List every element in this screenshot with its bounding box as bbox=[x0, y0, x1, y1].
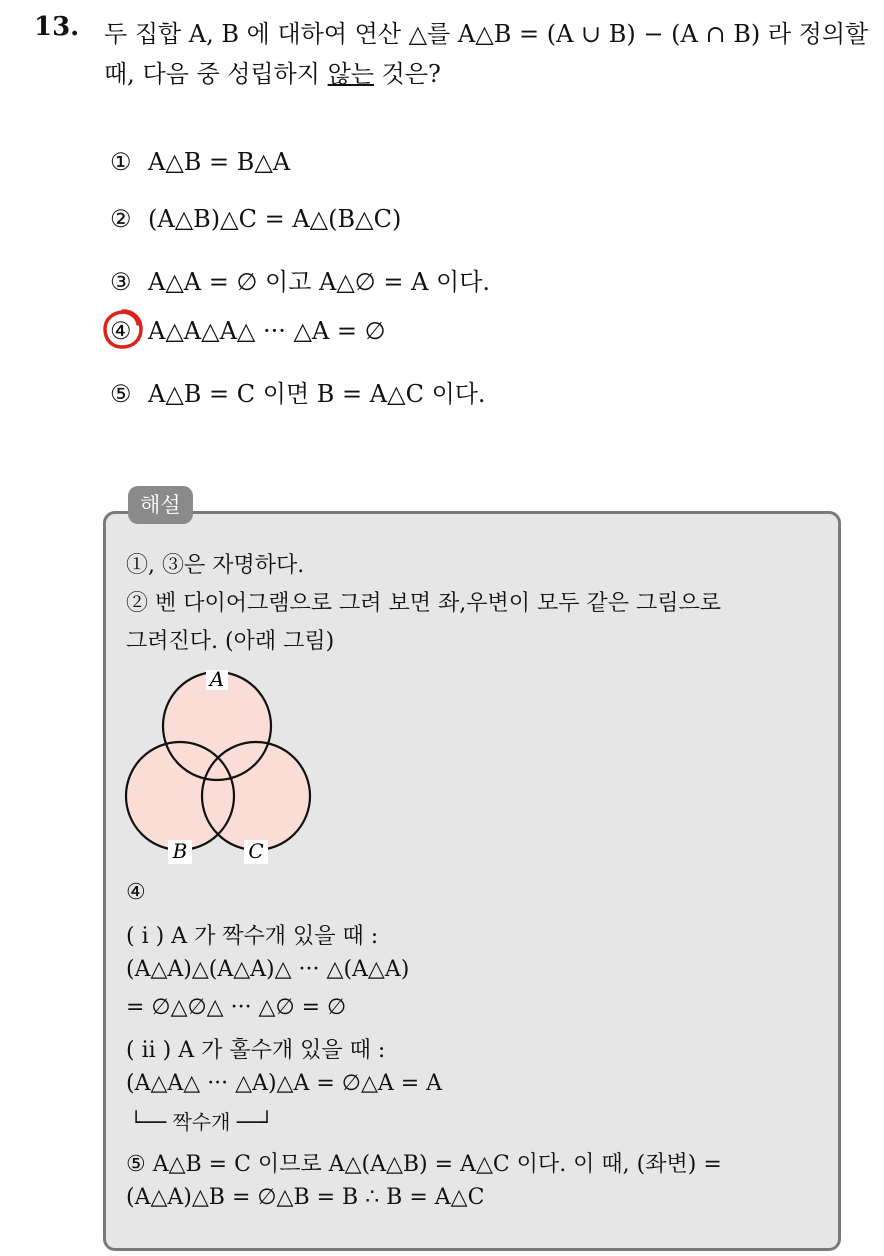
venn-label-c: C bbox=[248, 839, 264, 863]
solution-line: (A△A)△B = ∅△B = B ∴ B = A△C bbox=[126, 1185, 485, 1210]
question-text-part: 때, 다음 중 성립하지 bbox=[104, 60, 328, 88]
underlined-word: 않는 bbox=[327, 60, 374, 88]
question-text-line1: 두 집합 A, B 에 대하여 연산 △를 A△B = (A ∪ B) − (A ∩ B) 라 정의할 bbox=[104, 20, 869, 48]
question-number: 13. bbox=[34, 12, 80, 42]
option-number: ④ bbox=[110, 317, 132, 345]
option-number: ① bbox=[110, 148, 132, 176]
option-4[interactable] bbox=[110, 317, 386, 345]
answer-circle-mark bbox=[101, 307, 145, 351]
option-5[interactable] bbox=[110, 374, 486, 409]
solution-line: 그려진다. (아래 그림) bbox=[126, 629, 335, 654]
solution-line: ⑤ A△B = C 이므로 A△(A△B) = A△C 이다. 이 때, (좌변) = bbox=[126, 1152, 722, 1177]
solution-line: ④ bbox=[126, 880, 146, 905]
venn-label-a: A bbox=[209, 668, 225, 691]
solution-line: = ∅△∅△ ··· △∅ = ∅ bbox=[126, 995, 347, 1020]
option-text: (A△B)△C = A△(B△C) bbox=[148, 205, 402, 233]
solution-line: (A△A)△(A△A)△ ··· △(A△A) bbox=[126, 957, 410, 982]
option-2[interactable] bbox=[110, 205, 401, 233]
question-text-line2 bbox=[104, 54, 441, 89]
option-text: A△A = ∅ 이고 A△∅ = A 이다. bbox=[148, 268, 491, 296]
solution-line: └── 짝수개 ──┘ bbox=[130, 1110, 273, 1134]
question-text-part: 것은? bbox=[374, 60, 441, 88]
option-text: A△B = C 이면 B = A△C 이다. bbox=[148, 380, 486, 408]
solution-line: ② 벤 다이어그램으로 그려 보면 좌,우변이 모두 같은 그림으로 bbox=[126, 591, 721, 616]
solution-line: ( i ) A 가 짝수개 있을 때 : bbox=[126, 924, 379, 949]
venn-label-b: B bbox=[172, 839, 188, 863]
option-number: ⑤ bbox=[110, 380, 132, 408]
option-1[interactable] bbox=[110, 148, 290, 176]
option-text: A△A△A△ ··· △A = ∅ bbox=[148, 317, 386, 345]
solution-tag: 해설 bbox=[128, 486, 193, 524]
solution-line: ( ii ) A 가 홀수개 있을 때 : bbox=[126, 1038, 386, 1063]
solution-box bbox=[103, 511, 841, 1251]
solution-line: (A△A△ ··· △A)△A = ∅△A = A bbox=[126, 1071, 443, 1096]
option-number: ② bbox=[110, 205, 132, 233]
venn-diagram bbox=[120, 668, 320, 868]
option-number: ③ bbox=[110, 268, 132, 296]
option-text: A△B = B△A bbox=[148, 148, 291, 176]
option-3[interactable] bbox=[110, 262, 490, 297]
solution-line: ①, ③은 자명하다. bbox=[126, 553, 305, 578]
